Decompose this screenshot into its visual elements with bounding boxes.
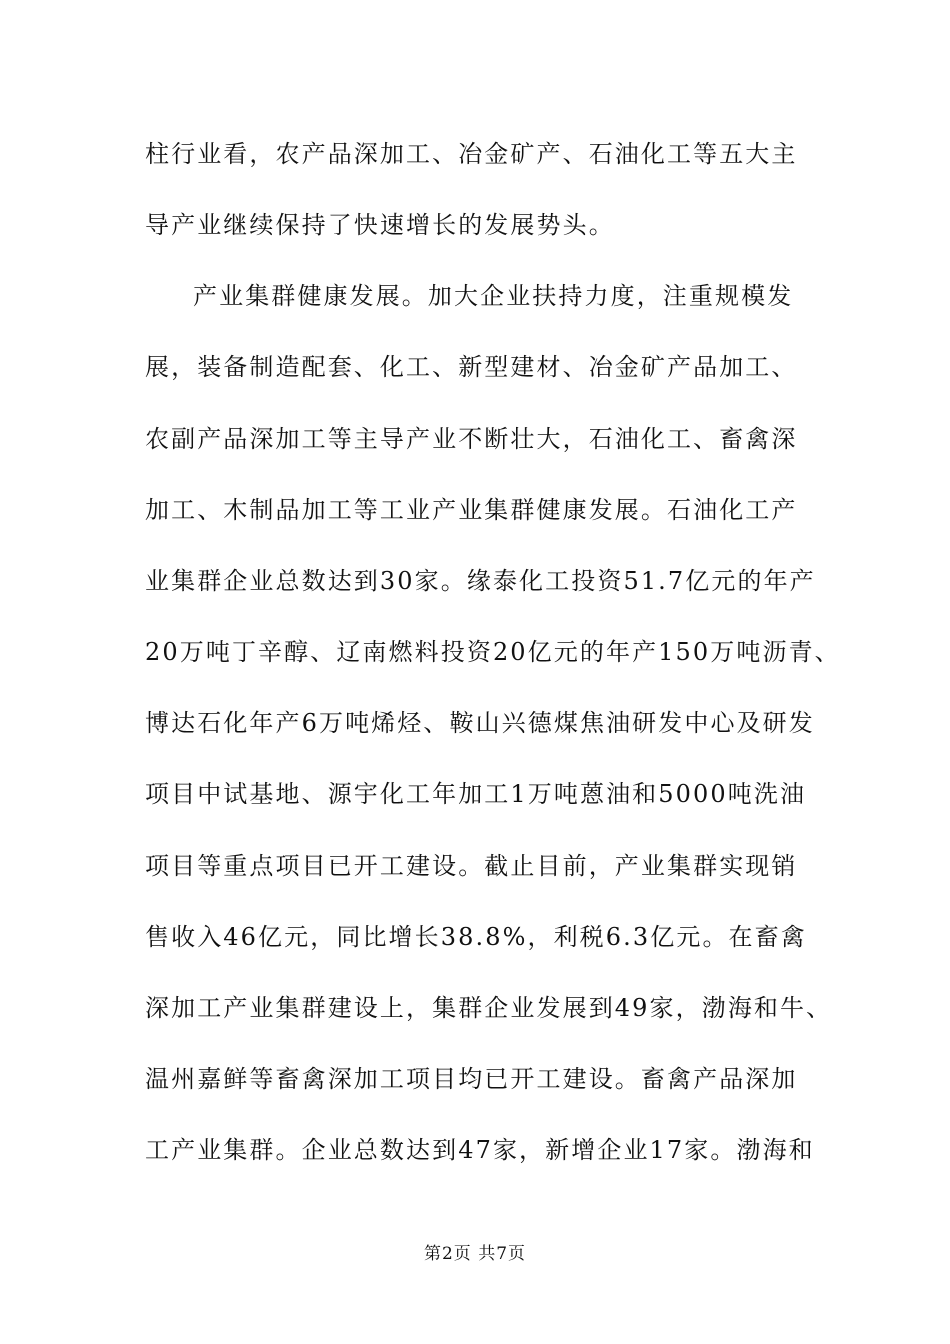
paragraph-line: 温州嘉鲜等畜禽深加工项目均已开工建设。畜禽产品深加 [145, 1065, 798, 1093]
paragraph-line: 博达石化年产6万吨烯烃、鞍山兴德煤焦油研发中心及研发 [145, 709, 815, 737]
paragraph-line: 加工、木制品加工等工业产业集群健康发展。石油化工产 [145, 496, 798, 524]
paragraph-line: 项目中试基地、源宇化工年加工1万吨蒽油和5000吨洗油 [145, 780, 807, 808]
paragraph-line: 农副产品深加工等主导产业不断壮大，石油化工、畜禽深 [145, 425, 798, 453]
paragraph-line: 工产业集群。企业总数达到47家，新增企业17家。渤海和 [145, 1136, 815, 1164]
paragraph-line: 深加工产业集群建设上，集群企业发展到49家，渤海和牛、 [145, 994, 833, 1022]
page-number-footer: 第2页 共7页 [423, 1244, 527, 1264]
paragraph-line: 售收入46亿元，同比增长38.8%，利税6.3亿元。在畜禽 [145, 923, 807, 951]
paragraph-line: 产业集群健康发展。加大企业扶持力度，注重规模发 [193, 282, 794, 310]
paragraph-line: 柱行业看，农产品深加工、冶金矿产、石油化工等五大主 [145, 140, 798, 168]
paragraph-line: 项目等重点项目已开工建设。截止目前，产业集群实现销 [145, 852, 798, 880]
paragraph-line: 业集群企业总数达到30家。缘泰化工投资51.7亿元的年产 [145, 567, 816, 595]
paragraph-line: 展，装备制造配套、化工、新型建材、冶金矿产品加工、 [145, 353, 798, 381]
paragraph-line: 20万吨丁辛醇、辽南燃料投资20亿元的年产150万吨沥青、 [145, 638, 841, 666]
paragraph-line: 导产业继续保持了快速增长的发展势头。 [145, 211, 615, 239]
